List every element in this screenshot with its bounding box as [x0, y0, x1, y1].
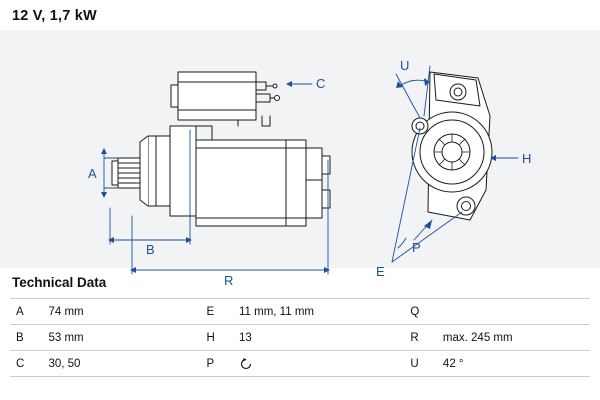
- spec-key-c: C: [10, 351, 42, 377]
- spec-value-r: max. 245 mm: [437, 325, 590, 351]
- spec-key-e: E: [201, 299, 233, 325]
- spec-key-p: P: [201, 351, 233, 377]
- spec-value-h: 13: [233, 325, 404, 351]
- table-row: [10, 325, 590, 351]
- technical-data-heading: Technical Data: [12, 275, 107, 290]
- dimension-label-e: E: [376, 264, 385, 279]
- spec-value-b: 53 mm: [42, 325, 200, 351]
- spec-key-u: U: [404, 351, 437, 377]
- spec-key-b: B: [10, 325, 42, 351]
- spec-value-q: [437, 299, 590, 325]
- spec-value-e: 11 mm, 11 mm: [233, 299, 404, 325]
- spec-key-r: R: [404, 325, 437, 351]
- spec-value-c: 30, 50: [42, 351, 200, 377]
- dimension-label-u: U: [400, 58, 410, 73]
- dimension-label-c: C: [316, 76, 326, 91]
- dimension-label-p: P: [412, 240, 421, 255]
- spec-value-p: [233, 351, 404, 377]
- dimension-label-r: R: [224, 273, 234, 288]
- spec-key-q: Q: [404, 299, 437, 325]
- rotation-direction-icon: [239, 357, 253, 371]
- spec-value-a: 74 mm: [42, 299, 200, 325]
- spec-key-h: H: [201, 325, 233, 351]
- technical-data-table: [10, 298, 590, 377]
- table-row: [10, 299, 590, 325]
- spec-value-u: 42 °: [437, 351, 590, 377]
- dimension-label-h: H: [522, 151, 532, 166]
- spec-key-a: A: [10, 299, 42, 325]
- dimension-label-b: B: [146, 242, 155, 257]
- page-title: 12 V, 1,7 kW: [12, 8, 97, 24]
- table-row: [10, 351, 590, 377]
- dimension-label-a: A: [88, 166, 97, 181]
